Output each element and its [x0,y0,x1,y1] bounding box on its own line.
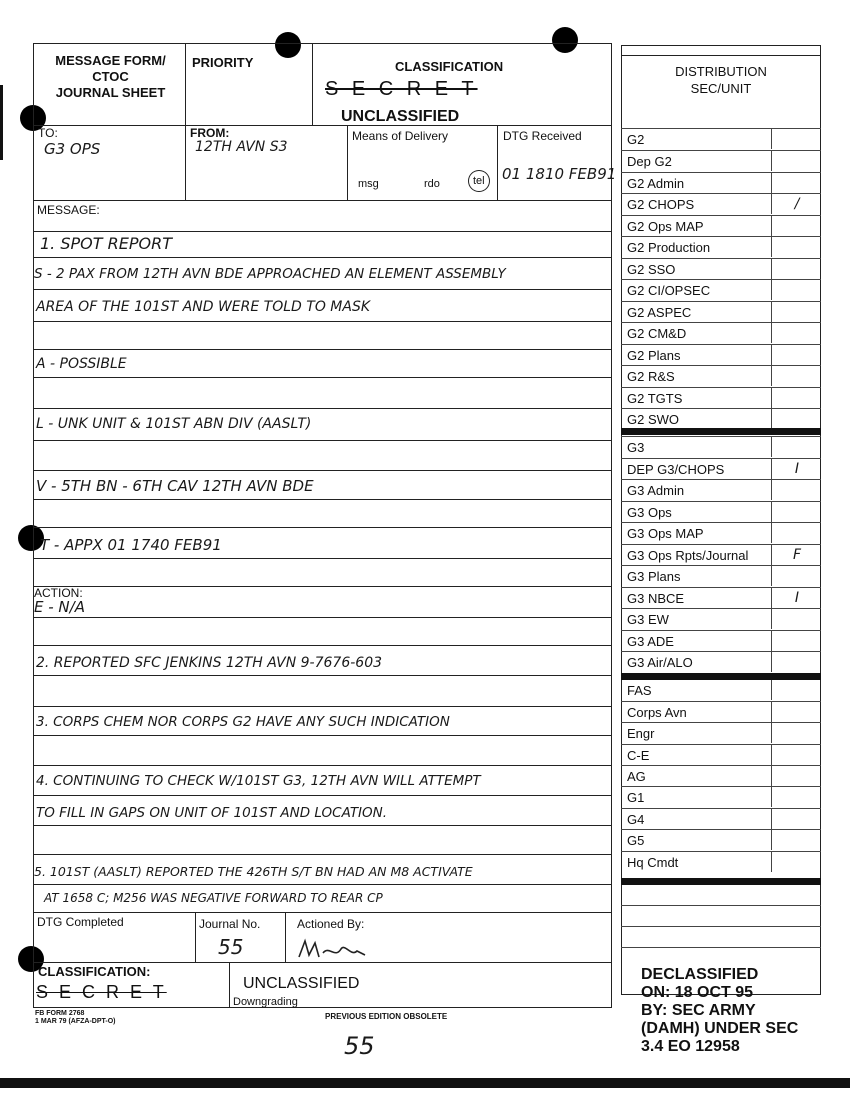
distribution-row [621,722,821,743]
distribution-row-mark [771,388,822,408]
distribution-row-label: G2 Ops MAP [627,219,704,234]
message-label: MESSAGE: [37,203,100,217]
distribution-row-mark [771,609,822,629]
message-line: E - N/A [34,598,85,616]
distribution-row [621,236,821,257]
distribution-row [621,408,821,429]
section-divider [621,673,821,680]
distribution-row-mark [771,437,822,457]
distribution-row [621,193,821,214]
distribution-row-mark [771,631,822,651]
means-of-delivery-label: Means of Delivery [352,129,449,143]
from-label: FROM: [190,126,230,140]
actioned-by-label: Actioned By: [297,917,365,931]
priority-label: PRIORITY [192,55,254,70]
dtg-completed-label: DTG Completed [37,915,124,929]
distribution-row [621,344,821,365]
scan-border-left [0,85,3,160]
distribution-row [621,365,821,386]
classification-unclassified: UNCLASSIFIED [341,108,460,125]
distribution-row [621,651,821,672]
distribution-row-mark: F [771,545,822,565]
distribution-row-label: G2 Plans [627,348,681,363]
distribution-row-mark [771,151,822,171]
distribution-row [621,501,821,522]
distribution-row-mark [771,745,822,765]
distribution-row-mark [771,723,822,743]
distribution-row [621,544,821,565]
distribution-row-mark: I [771,588,822,608]
delivery-tel: tel [468,170,490,192]
declassified-stamp: DECLASSIFIED ON: 18 OCT 95 BY: SEC ARMY (DAMH) UNDER SEC 3.4 EO 12958 [641,966,799,1055]
footer-unclassified: UNCLASSIFIED [243,975,360,992]
distribution-row [621,630,821,651]
section-divider [621,428,821,435]
distribution-row [621,150,821,171]
message-line: 1. SPOT REPORT [40,234,172,253]
distribution-row-label: G2 CM&D [627,326,687,341]
form-id: FB FORM 2768 1 MAR 79 (AFZA-DPT-O) [35,1010,116,1025]
distribution-row-label: G2 TGTS [627,391,683,406]
distribution-row-mark [771,173,822,193]
distribution-row [621,765,821,786]
journal-no-label: Journal No. [199,917,261,931]
distribution-row-label: FAS [627,683,652,698]
distribution-row-label: G1 [627,790,645,805]
distribution-row-mark: I [771,459,822,479]
distribution-row-label: G2 R&S [627,369,675,384]
distribution-row-mark [771,523,822,543]
distribution-row [621,322,821,343]
distribution-row [621,279,821,300]
to-label: TO: [38,126,58,140]
message-line: S - 2 PAX FROM 12TH AVN BDE APPROACHED AN ELEMENT ASSEMBLY [34,266,506,282]
distribution-row-label: G3 Plans [627,569,681,584]
distribution-row-mark [771,323,822,343]
distribution-row-mark [771,702,822,722]
distribution-row-mark [771,259,822,279]
distribution-row-mark [771,480,822,500]
footer-secret-struck: S E C R E T [36,982,167,1002]
page-number: 55 [344,1032,375,1060]
distribution-row-label: Engr [627,726,655,741]
message-line: 4. CONTINUING TO CHECK W/101ST G3, 12TH AVN WILL ATTEMPT [36,773,481,789]
distribution-row-mark [771,852,822,872]
distribution-row-label: G2 CI/OPSEC [627,283,711,298]
distribution-row [621,479,821,500]
to-value: G3 OPS [44,140,101,158]
signature [295,935,385,963]
distribution-row [621,829,821,850]
distribution-row-label: G2 SSO [627,262,676,277]
distribution-row-label: Corps Avn [627,705,687,720]
distribution-row-label: G2 CHOPS [627,197,695,212]
distribution-row-label: G3 Ops [627,505,672,520]
message-line: 3. CORPS CHEM NOR CORPS G2 HAVE ANY SUCH INDICATION [36,714,450,730]
distribution-row [621,522,821,543]
distribution-title: DISTRIBUTION SEC/UNIT [675,64,767,96]
distribution-row-mark [771,237,822,257]
delivery-msg: msg [358,178,379,190]
distribution-row-label: G5 [627,833,645,848]
distribution-row-mark [771,652,822,672]
distribution-row-label: G3 Admin [627,483,685,498]
action-label: ACTION: [34,586,83,600]
distribution-row-label: G2 [627,132,645,147]
distribution-row-label: G2 Admin [627,176,685,191]
message-line: L - UNK UNIT & 101ST ABN DIV (AASLT) [36,416,312,432]
distribution-row-mark [771,680,822,700]
distribution-row [621,786,821,807]
downgrading-label: Downgrading [233,996,298,1008]
distribution-row [621,744,821,765]
distribution-row-label: G3 Ops Rpts/Journal [627,548,749,563]
distribution-row [621,679,821,700]
classification-secret-struck: S E C R E T [325,78,478,100]
distribution-row [621,608,821,629]
distribution-row-label: G3 EW [627,612,669,627]
distribution-row-mark [771,345,822,365]
distribution-row-mark [771,129,822,149]
previous-edition-note: PREVIOUS EDITION OBSOLETE [325,1012,448,1021]
message-line: V - 5TH BN - 6TH CAV 12TH AVN BDE [36,477,314,495]
distribution-row-mark [771,280,822,300]
distribution-row-label: DEP G3/CHOPS [627,462,725,477]
distribution-row-label: C-E [627,748,650,763]
distribution-row-label: G3 Air/ALO [627,655,693,670]
distribution-row-mark [771,830,822,850]
message-line: 5. 101ST (AASLT) REPORTED THE 426TH S/T BN HAD AN M8 ACTIVATE [34,864,473,879]
message-line: AT 1658 C; M256 WAS NEGATIVE FORWARD TO REAR CP [44,891,383,905]
distribution-row [621,458,821,479]
classification-label: CLASSIFICATION [395,59,504,74]
distribution-row [621,587,821,608]
distribution-row-mark [771,766,822,786]
distribution-row-mark [771,409,822,429]
distribution-row [621,258,821,279]
distribution-row-mark [771,787,822,807]
distribution-row [621,301,821,322]
dtg-received-label: DTG Received [503,129,582,143]
distribution-row [621,128,821,149]
journal-no-value: 55 [218,935,244,959]
distribution-row-label: G3 [627,440,645,455]
form-title: MESSAGE FORM/ CTOC JOURNAL SHEET [55,53,166,100]
section-divider [621,878,821,885]
distribution-row [621,565,821,586]
distribution-row-mark: / [771,194,822,214]
distribution-row [621,387,821,408]
message-line: 2. REPORTED SFC JENKINS 12TH AVN 9-7676-603 [36,655,383,671]
distribution-row-label: Hq Cmdt [627,855,679,870]
distribution-row [621,701,821,722]
distribution-row-label: AG [627,769,646,784]
delivery-rdo: rdo [424,178,440,190]
message-line: TO FILL IN GAPS ON UNIT OF 101ST AND LOCATION. [36,805,388,821]
distribution-row-label: G4 [627,812,645,827]
message-line: T - APPX 01 1740 FEB91 [40,536,222,554]
distribution-row [621,808,821,829]
distribution-row-mark [771,302,822,322]
distribution-row [621,172,821,193]
distribution-row [621,436,821,457]
distribution-row [621,215,821,236]
distribution-row-label: Dep G2 [627,154,672,169]
distribution-row-label: G2 Production [627,240,711,255]
message-line: A - POSSIBLE [36,356,127,372]
distribution-row-mark [771,502,822,522]
distribution-row-label: G2 SWO [627,412,680,427]
scan-border-bottom [0,1078,850,1088]
distribution-row-label: G3 ADE [627,634,674,649]
distribution-row-label: G3 Ops MAP [627,526,704,541]
distribution-row-mark [771,566,822,586]
dtg-received-value: 01 1810 FEB91 [502,165,617,183]
distribution-row-label: G2 ASPEC [627,305,692,320]
from-value: 12TH AVN S3 [195,139,288,155]
footer-classification-label: CLASSIFICATION: [38,964,151,979]
distribution-row [621,851,821,872]
distribution-row-label: G3 NBCE [627,591,685,606]
distribution-row-mark [771,809,822,829]
message-line: AREA OF THE 101ST AND WERE TOLD TO MASK [36,299,371,315]
distribution-row-mark [771,366,822,386]
distribution-row-mark [771,216,822,236]
